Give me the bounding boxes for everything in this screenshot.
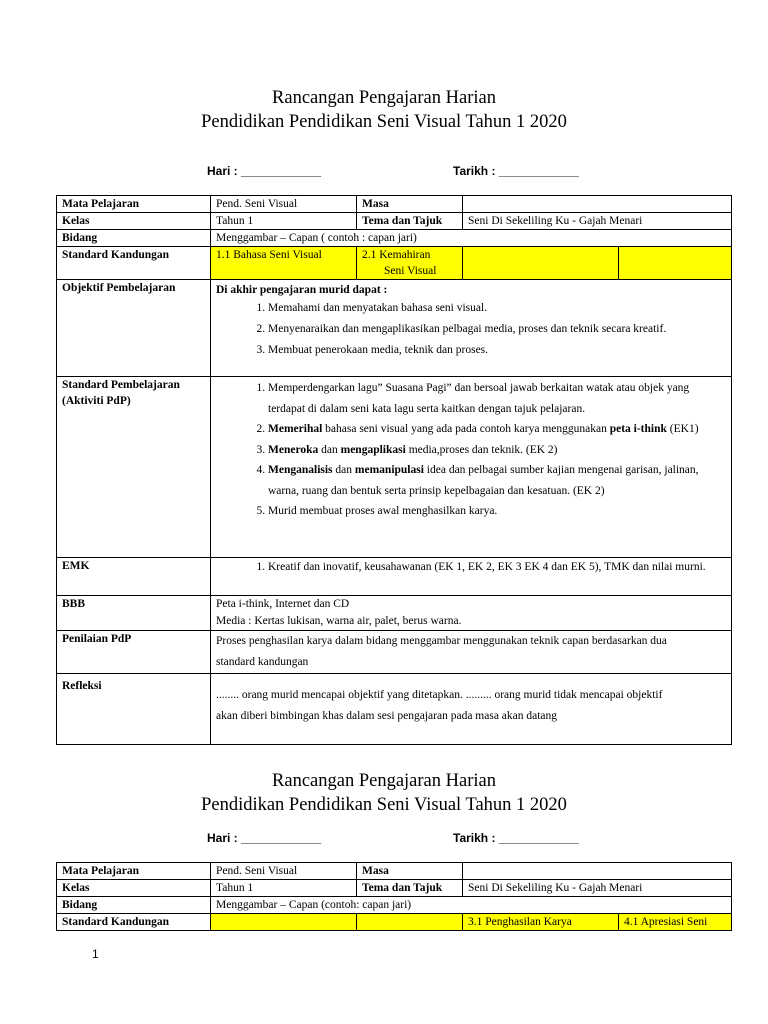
bbb-content: [211, 596, 732, 631]
tarikh-field: Tarikh : ____________: [453, 164, 579, 178]
standard-kandungan-3: [463, 247, 619, 280]
bbb-line2: Media : Kertas lukisan, warna air, palet, berus warna.: [216, 615, 462, 627]
masa-value: [463, 196, 732, 213]
mata-pelajaran-label: Mata Pelajaran: [57, 863, 211, 880]
aktiviti-item: 4. Menganalisis dan memanipulasi idea dan pelbagai sumber kajian mengenai garisan, jalinan, warna, ruang dan bentuk serta prinsip kepelbagaian dan kesatuan. (EK 2): [268, 460, 726, 501]
standard-kandungan-4: 4.1 Apresiasi Seni: [619, 914, 732, 931]
bidang-value: Menggambar – Capan (contoh: capan jari): [211, 897, 732, 914]
emk-list: [216, 558, 726, 577]
bbb-line1: Peta i-think, Internet dan CD: [216, 598, 350, 610]
penilaian-label: Penilaian PdP: [57, 631, 211, 674]
tema-value: Seni Di Sekeliling Ku - Gajah Menari: [463, 880, 732, 897]
bbb-label: BBB: [57, 596, 211, 631]
emk-label: EMK: [57, 558, 211, 596]
aktiviti-list: [216, 378, 726, 522]
aktiviti-item: 1. Memperdengarkan lagu” Suasana Pagi” dan bersoal jawab berkaitan watak atau objek yang terdapat di dalam seni kata lagu serta kaitkan dengan tajuk pelajaran.: [268, 378, 726, 419]
standard-kandungan-1: [211, 914, 357, 931]
standard-kandungan-label: Standard Kandungan: [57, 247, 211, 280]
standard-pembelajaran-content: [211, 377, 732, 558]
document-title-2: Rancangan Pengajaran Harian: [272, 771, 496, 791]
tema-label: Tema dan Tajuk: [357, 213, 463, 230]
page-number: 1: [92, 947, 99, 961]
kelas-label: Kelas: [57, 213, 211, 230]
mata-pelajaran-value: Pend. Seni Visual: [211, 863, 357, 880]
sk-2-line2: Seni Visual: [384, 265, 437, 277]
hari-field-2: Hari : ____________: [207, 831, 322, 845]
tema-value: Seni Di Sekeliling Ku - Gajah Menari: [463, 213, 732, 230]
objektif-intro: Di akhir pengajaran murid dapat :: [216, 284, 388, 296]
document-subtitle-2: Pendidikan Pendidikan Seni Visual Tahun 1 2020: [201, 795, 567, 815]
standard-kandungan-2: [357, 247, 463, 280]
mata-pelajaran-label: Mata Pelajaran: [57, 196, 211, 213]
penilaian-line2: standard kandungan: [216, 656, 309, 668]
standard-pembelajaran-label: [57, 377, 211, 558]
objektif-item: 2. Menyenaraikan dan mengaplikasikan pelbagai media, proses dan teknik secara kreatif.: [268, 319, 726, 340]
bidang-value: Menggambar – Capan ( contoh : capan jari): [211, 230, 732, 247]
sk-2-line1: 2.1 Kemahiran: [362, 249, 431, 261]
standard-kandungan-label: Standard Kandungan: [57, 914, 211, 931]
kelas-value: Tahun 1: [211, 213, 357, 230]
kelas-label: Kelas: [57, 880, 211, 897]
document-title: Rancangan Pengajaran Harian: [272, 88, 496, 108]
aktiviti-item: 5. Murid membuat proses awal menghasilkan karya.: [268, 501, 726, 522]
objektif-item: 1. Memahami dan menyatakan bahasa seni visual.: [268, 298, 726, 319]
standard-kandungan-3: 3.1 Penghasilan Karya: [463, 914, 619, 931]
masa-value: [463, 863, 732, 880]
hari-field: Hari : ____________: [207, 164, 322, 178]
standard-kandungan-1: 1.1 Bahasa Seni Visual: [211, 247, 357, 280]
lesson-plan-table: [56, 195, 732, 745]
masa-label: Masa: [357, 196, 463, 213]
aktiviti-item: 2. Memerihal bahasa seni visual yang ada pada contoh karya menggunakan peta i-think (EK1): [268, 419, 726, 440]
sp-label-line2: (Aktiviti PdP): [62, 395, 131, 407]
refleksi-line1: ........ orang murid mencapai objektif yang ditetapkan. ......... orang murid tidak mencapai objektif: [216, 689, 663, 701]
tema-label: Tema dan Tajuk: [357, 880, 463, 897]
lesson-plan-table-2: [56, 862, 732, 931]
objektif-label: Objektif Pembelajaran: [57, 280, 211, 377]
refleksi-content: [211, 674, 732, 745]
bidang-label: Bidang: [57, 230, 211, 247]
bidang-label: Bidang: [57, 897, 211, 914]
emk-content: [211, 558, 732, 596]
refleksi-line2: akan diberi bimbingan khas dalam sesi pengajaran pada masa akan datang: [216, 710, 558, 722]
sp-label-line1: Standard Pembelajaran: [62, 379, 180, 391]
document-subtitle: Pendidikan Pendidikan Seni Visual Tahun 1 2020: [201, 112, 567, 132]
tarikh-field-2: Tarikh : ____________: [453, 831, 579, 845]
mata-pelajaran-value: Pend. Seni Visual: [211, 196, 357, 213]
aktiviti-item: 3. Meneroka dan mengaplikasi media,proses dan teknik. (EK 2): [268, 440, 726, 461]
objektif-content: [211, 280, 732, 377]
standard-kandungan-2: [357, 914, 463, 931]
refleksi-label: Refleksi: [57, 674, 211, 745]
kelas-value: Tahun 1: [211, 880, 357, 897]
emk-item: 1. Kreatif dan inovatif, keusahawanan (EK 1, EK 2, EK 3 EK 4 dan EK 5), TMK dan nilai murni.: [268, 558, 726, 577]
penilaian-line1: Proses penghasilan karya dalam bidang menggambar menggunakan teknik capan berdasarkan dua: [216, 635, 667, 647]
objektif-list: [216, 298, 726, 361]
masa-label: Masa: [357, 863, 463, 880]
penilaian-content: [211, 631, 732, 674]
objektif-item: 3. Membuat penerokaan media, teknik dan proses.: [268, 340, 726, 361]
standard-kandungan-4: [619, 247, 732, 280]
